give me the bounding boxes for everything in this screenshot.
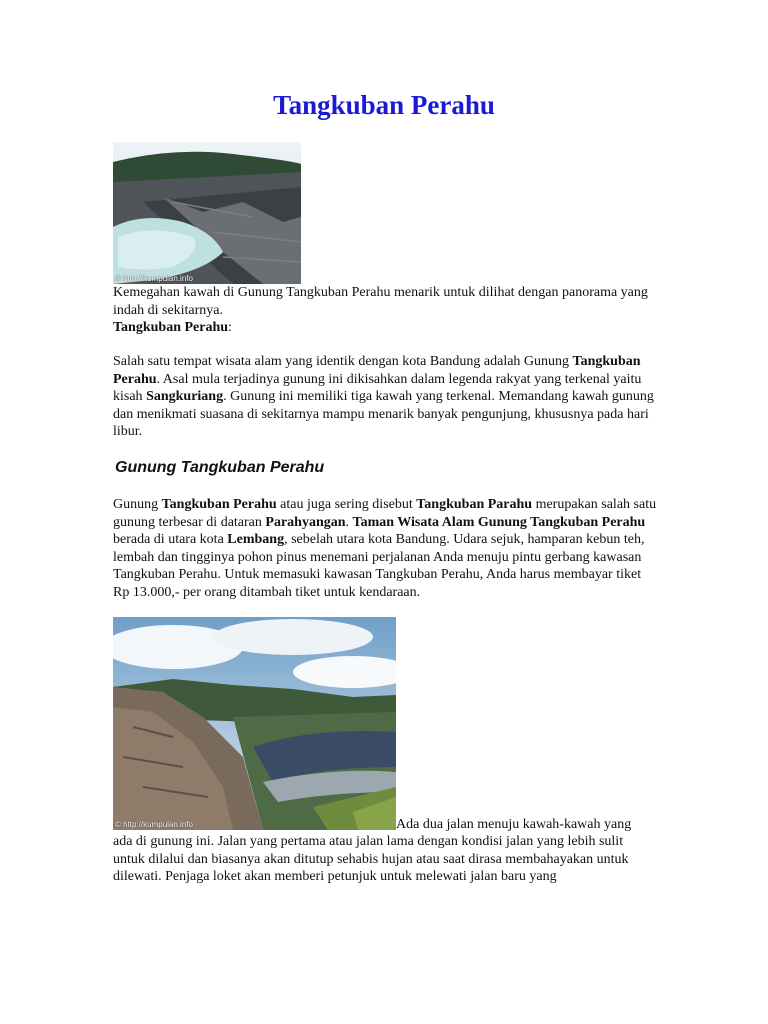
label-bold: Tangkuban Perahu bbox=[113, 320, 229, 335]
page-title: Tangkuban Perahu bbox=[273, 90, 495, 120]
description-paragraph bbox=[113, 496, 658, 601]
text-run: merupakan salah satu gunung terbesar di dataran bbox=[113, 497, 657, 530]
image-caption: Kemegahan kawah di Gunung Tangkuban Perahu menarik untuk dilihat dengan panorama yang indah di sekitarnya. bbox=[113, 285, 648, 318]
bold-run: Taman Wisata Alam Gunung Tangkuban Perahu bbox=[352, 514, 646, 530]
text-run: . bbox=[345, 514, 353, 530]
paragraph-first-line: Ada dua jalan menuju kawah-kawah yang bbox=[396, 817, 632, 832]
intro-paragraph bbox=[113, 353, 658, 441]
bold-run: Tangkuban Parahu bbox=[416, 497, 533, 512]
roads-paragraph: ada di gunung ini. Jalan yang pertama atau jalan lama dengan kondisi jalan yang lebih sulit untuk dilalui dan biasanya akan ditutup sehabis hujan atau saat dirasa membahayakan untuk dilewati. Penjaga loket akan memberi petunjuk untuk melewati jalan baru yang bbox=[113, 834, 629, 884]
text-run: berada di utara kota bbox=[113, 532, 228, 547]
text-run: , sebelah utara kota Bandung. Udara sejuk, hamparan kebun teh, lembah dan tingginya pohon pinus menemani perjalanan Anda menuju pintu gerbang kawasan Tangkuban Perahu. Untuk memasuki kawasan Tangkuban Perahu, Anda harus membayar tiket Rp 13.000,- per orang ditambah tiket untuk kendaraan. bbox=[113, 532, 645, 600]
image-watermark: © http://kumpulan.info bbox=[115, 274, 193, 283]
image-watermark: © http://kumpulan.info bbox=[115, 820, 193, 829]
label-suffix: : bbox=[228, 320, 232, 335]
crater-photo bbox=[113, 142, 301, 284]
text-run: . Gunung ini memiliki tiga kawah yang terkenal. Memandang kawah gunung dan menikmati suasana di sekitarnya mampu menarik banyak pengunjung, khususnya pada hari libur. bbox=[113, 389, 654, 439]
bold-run: Parahyangan bbox=[265, 514, 346, 530]
bold-run: Tangkuban Perahu bbox=[113, 354, 641, 387]
text-run: . Asal mula terjadinya gunung ini dikisahkan dalam legenda rakyat yang terkenal yaitu kisah bbox=[113, 371, 642, 404]
text-run: Gunung bbox=[113, 497, 162, 512]
bold-run: Sangkuriang bbox=[146, 389, 224, 404]
label-line bbox=[113, 319, 658, 337]
bold-run: Tangkuban Perahu bbox=[161, 497, 277, 512]
section-heading: Gunung Tangkuban Perahu bbox=[115, 459, 325, 476]
bold-run: Lembang bbox=[227, 532, 285, 547]
text-run: atau juga sering disebut bbox=[276, 497, 417, 512]
mountain-photo bbox=[113, 617, 396, 830]
text-run: Salah satu tempat wisata alam yang identik dengan kota Bandung adalah Gunung bbox=[113, 354, 573, 369]
